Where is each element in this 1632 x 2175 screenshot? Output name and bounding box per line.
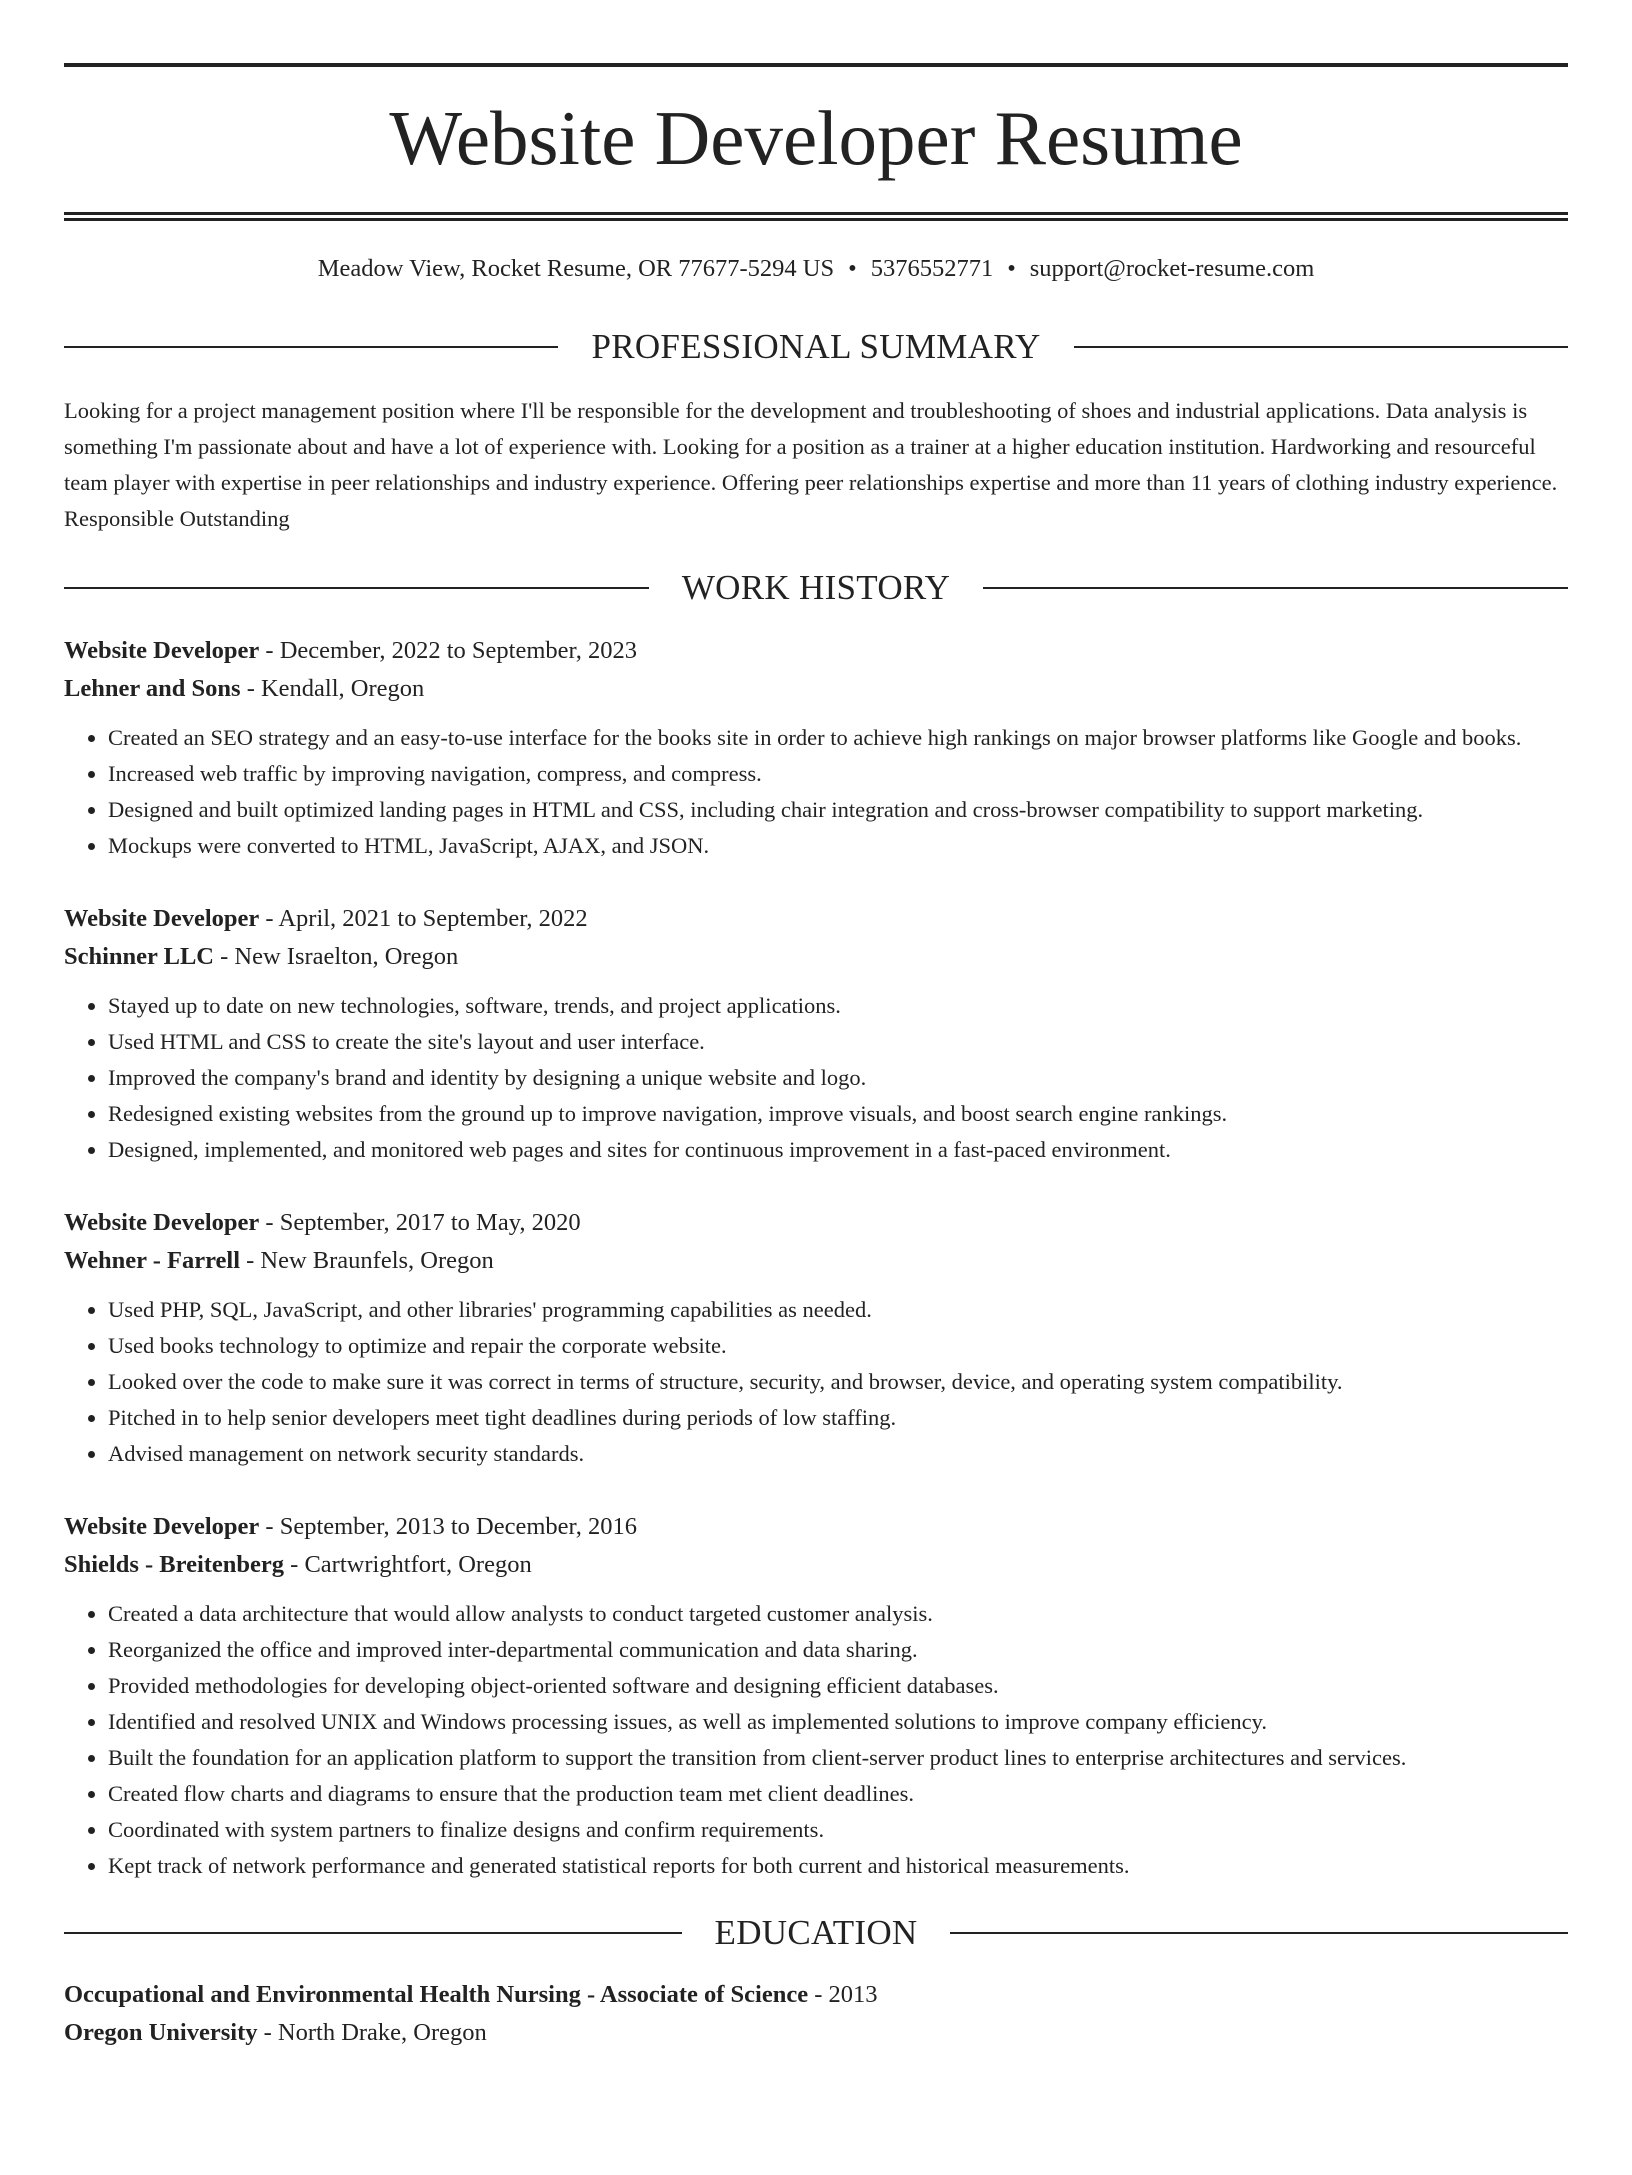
job-entry bbox=[64, 1204, 1568, 1472]
job-entry bbox=[64, 900, 1568, 1168]
job-dates: - September, 2017 to May, 2020 bbox=[259, 1209, 581, 1236]
job-title-line bbox=[64, 1508, 1568, 1546]
job-bullet: • Created flow charts and diagrams to ensure that the production team met client deadlines. bbox=[108, 1776, 1568, 1812]
job-title-line bbox=[64, 900, 1568, 938]
education-heading-label: EDUCATION bbox=[714, 1913, 918, 1952]
job-location: - Kendall, Oregon bbox=[240, 675, 425, 702]
job-bullet: • Stayed up to date on new technologies, software, trends, and project applications. bbox=[108, 988, 1568, 1024]
job-entry bbox=[64, 1508, 1568, 1884]
job-location: - New Israelton, Oregon bbox=[214, 943, 459, 970]
heading-rule-right bbox=[983, 587, 1568, 589]
education-degree-line bbox=[64, 1976, 1568, 2014]
job-company: Lehner and Sons bbox=[64, 675, 241, 702]
job-bullet: • Used PHP, SQL, JavaScript, and other libraries' programming capabilities as needed. bbox=[108, 1292, 1568, 1328]
job-title: Website Developer bbox=[64, 1513, 260, 1540]
contact-address: Meadow View, Rocket Resume, OR 77677-5294 US bbox=[317, 255, 835, 282]
job-title: Website Developer bbox=[64, 905, 260, 932]
job-title-line bbox=[64, 632, 1568, 670]
resume-page bbox=[0, 63, 1632, 2175]
heading-rule-right bbox=[1074, 346, 1568, 348]
job-entry bbox=[64, 632, 1568, 864]
job-bullet: • Used HTML and CSS to create the site's layout and user interface. bbox=[108, 1024, 1568, 1060]
job-bullet: • Reorganized the office and improved inter-departmental communication and data sharing. bbox=[108, 1632, 1568, 1668]
job-bullet: • Designed and built optimized landing pages in HTML and CSS, including chair integration and cross-browser compatibility to support marketing. bbox=[108, 792, 1568, 828]
job-dates: - April, 2021 to September, 2022 bbox=[259, 905, 588, 932]
job-company-line bbox=[64, 1242, 1568, 1280]
education-degree: Occupational and Environmental Health Nursing - Associate of Science bbox=[64, 1981, 809, 2008]
job-bullet: • Created a data architecture that would allow analysts to conduct targeted customer analysis. bbox=[108, 1596, 1568, 1632]
job-bullet: • Advised management on network security standards. bbox=[108, 1436, 1568, 1472]
job-bullet: • Improved the company's brand and identity by designing a unique website and logo. bbox=[108, 1060, 1568, 1096]
job-bullet: • Increased web traffic by improving navigation, compress, and compress. bbox=[108, 756, 1568, 792]
job-bullet: • Mockups were converted to HTML, JavaScript, AJAX, and JSON. bbox=[108, 828, 1568, 864]
resume-title: Website Developer Resume bbox=[389, 95, 1243, 181]
job-title: Website Developer bbox=[64, 637, 260, 664]
job-title: Website Developer bbox=[64, 1209, 260, 1236]
job-company: Schinner LLC bbox=[64, 943, 214, 970]
education-location: - North Drake, Oregon bbox=[257, 2019, 487, 2046]
contact-separator: • bbox=[1007, 255, 1016, 282]
contact-phone: 5376552771 bbox=[870, 255, 994, 282]
summary-heading-label: PROFESSIONAL SUMMARY bbox=[591, 327, 1041, 366]
job-dates: - September, 2013 to December, 2016 bbox=[259, 1513, 637, 1540]
heading-rule-left bbox=[64, 587, 649, 589]
contact-separator: • bbox=[848, 255, 857, 282]
job-bullet: • Used books technology to optimize and repair the corporate website. bbox=[108, 1328, 1568, 1364]
education-heading bbox=[64, 1911, 1568, 1955]
job-bullet: • Provided methodologies for developing object-oriented software and designing efficient databases. bbox=[108, 1668, 1568, 1704]
job-dates: - December, 2022 to September, 2023 bbox=[259, 637, 637, 664]
heading-rule-left bbox=[64, 1932, 682, 1934]
heading-rule-left bbox=[64, 346, 558, 348]
job-location: - New Braunfels, Oregon bbox=[240, 1247, 494, 1274]
education-entry bbox=[64, 1976, 1568, 2052]
job-bullet: • Designed, implemented, and monitored web pages and sites for continuous improvement in a fast-paced environment. bbox=[108, 1132, 1568, 1168]
summary-text: Looking for a project management position where I'll be responsible for the development and troubleshooting of shoes and industrial applications. Data analysis is something I'm passionate about and have a lot of experience with. Looking for a position as a trainer at a higher education institution. Hardworking and resourceful team player with expertise in peer relationships and industry experience. Offering peer relationships expertise and more than 11 years of clothing industry experience. Responsible Outstanding bbox=[64, 398, 1558, 531]
summary-heading bbox=[64, 325, 1568, 369]
job-bullet: • Created an SEO strategy and an easy-to-use interface for the books site in order to achieve high rankings on major browser platforms like Google and books. bbox=[108, 720, 1568, 756]
job-company-line bbox=[64, 1546, 1568, 1584]
job-company: Wehner - Farrell bbox=[64, 1247, 240, 1274]
job-bullet: • Pitched in to help senior developers meet tight deadlines during periods of low staffing. bbox=[108, 1400, 1568, 1436]
job-bullet: • Redesigned existing websites from the ground up to improve navigation, improve visuals, and boost search engine rankings. bbox=[108, 1096, 1568, 1132]
top-rule bbox=[64, 63, 1568, 67]
job-bullets bbox=[64, 1292, 1568, 1472]
job-bullets bbox=[64, 988, 1568, 1168]
education-school-line bbox=[64, 2014, 1568, 2052]
education-school: Oregon University bbox=[64, 2019, 258, 2046]
job-bullets bbox=[64, 1596, 1568, 1884]
education-year: - 2013 bbox=[808, 1981, 878, 2008]
job-bullet: • Built the foundation for an application platform to support the transition from client-server product lines to enterprise architectures and services. bbox=[108, 1740, 1568, 1776]
job-bullet: • Identified and resolved UNIX and Windows processing issues, as well as implemented solutions to improve company efficiency. bbox=[108, 1704, 1568, 1740]
work-history-heading bbox=[64, 566, 1568, 610]
job-title-line bbox=[64, 1204, 1568, 1242]
work-history-heading-label: WORK HISTORY bbox=[681, 568, 951, 607]
job-company-line bbox=[64, 938, 1568, 976]
job-company: Shields - Breitenberg bbox=[64, 1551, 285, 1578]
job-bullet: • Kept track of network performance and generated statistical reports for both current and historical measurements. bbox=[108, 1848, 1568, 1884]
heading-rule-right bbox=[950, 1932, 1568, 1934]
job-bullet: • Coordinated with system partners to finalize designs and confirm requirements. bbox=[108, 1812, 1568, 1848]
job-location: - Cartwrightfort, Oregon bbox=[284, 1551, 532, 1578]
job-bullet: • Looked over the code to make sure it was correct in terms of structure, security, and browser, device, and operating system compatibility. bbox=[108, 1364, 1568, 1400]
title-double-rule bbox=[64, 212, 1568, 221]
job-bullets bbox=[64, 720, 1568, 864]
contact-email: support@rocket-resume.com bbox=[1029, 255, 1315, 282]
job-company-line bbox=[64, 670, 1568, 708]
contact-line bbox=[64, 254, 1568, 284]
